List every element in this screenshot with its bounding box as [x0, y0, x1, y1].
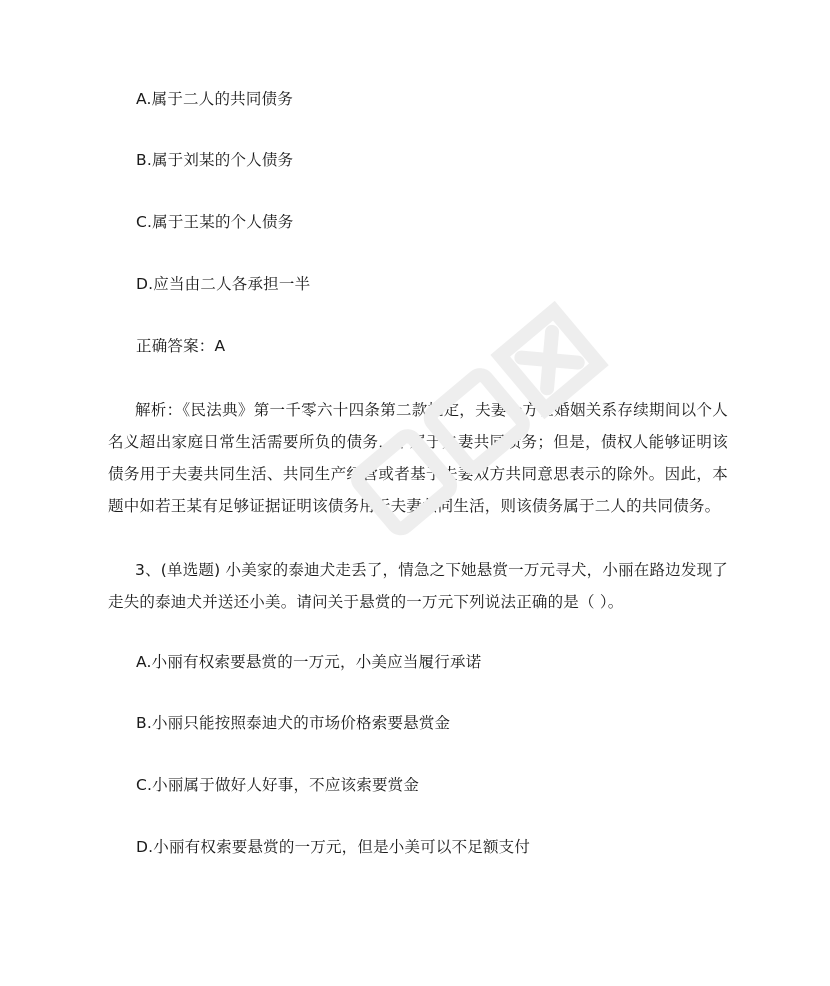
analysis-paragraph: 解析：《民法典》第一千零六十四条第二款规定，夫妻一方在婚姻关系存续期间以个人名义超出家庭日常生活需要所负的债务，不属于夫妻共同债务；但是，债权人能够证明该债务用于夫妻共同生活、共同生产经营或者基于夫妻双方共同意思表示的除外。因此，本题中如若王某有足够证据证明该债务用于夫妻共同生活，则该债务属于二人的共同债务。: [108, 401, 728, 515]
question-3-stem: 3、(单选题) 小美家的泰迪犬走丢了，情急之下她悬赏一万元寻犬，小丽在路边发现了走失的泰迪犬并送还小美。请问关于悬赏的一万元下列说法正确的是（ ）。: [108, 561, 728, 611]
correct-answer: 正确答案：A: [136, 337, 226, 355]
q3-option-b: B.小丽只能按照泰迪犬的市场价格索要悬赏金: [136, 714, 451, 732]
option-b: B.属于刘某的个人债务: [136, 151, 294, 169]
q3-option-d: D.小丽有权索要悬赏的一万元，但是小美可以不足额支付: [136, 838, 531, 856]
option-a: A.属于二人的共同债务: [136, 90, 293, 108]
option-d: D.应当由二人各承担一半: [136, 275, 311, 293]
option-c: C.属于王某的个人债务: [136, 213, 294, 231]
q3-option-a: A.小丽有权索要悬赏的一万元，小美应当履行承诺: [136, 653, 482, 671]
q3-option-c: C.小丽属于做好人好事，不应该索要赏金: [136, 776, 420, 794]
